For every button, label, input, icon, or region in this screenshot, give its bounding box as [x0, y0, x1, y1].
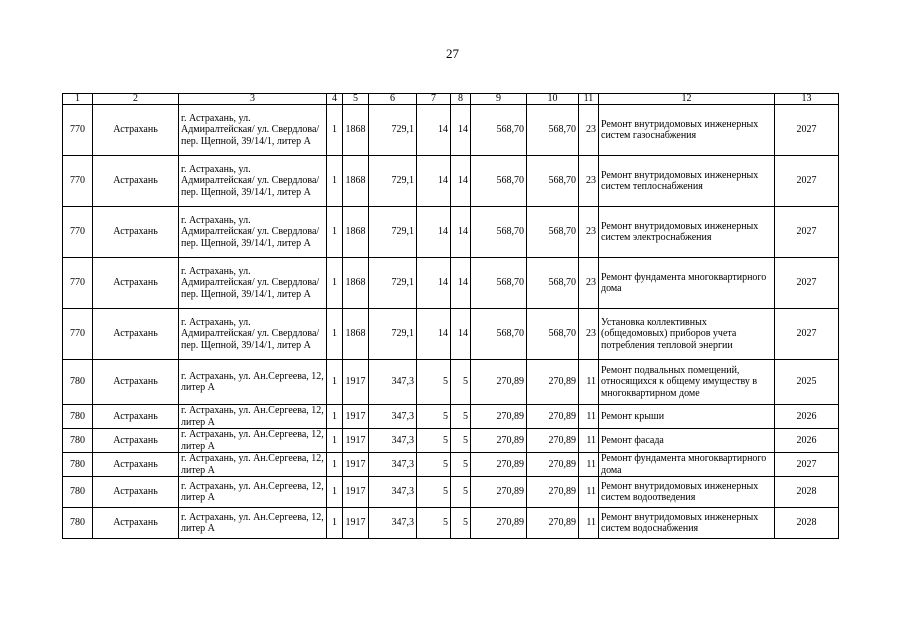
cell-year: 2027	[775, 105, 839, 156]
cell-col11: 23	[579, 258, 599, 309]
column-header: 6	[369, 94, 417, 105]
cell-col4: 1	[327, 508, 343, 539]
cell-year-built: 1917	[343, 453, 369, 477]
cell-col4: 1	[327, 453, 343, 477]
cell-col8: 5	[451, 429, 471, 453]
cell-address: г. Астрахань, ул. Адмиралтейская/ ул. Свердлова/ пер. Щепной, 39/14/1, литер А	[179, 258, 327, 309]
cell-col8: 14	[451, 258, 471, 309]
cell-year: 2026	[775, 429, 839, 453]
cell-year: 2027	[775, 453, 839, 477]
cell-area: 347,3	[369, 429, 417, 453]
cell-col9: 270,89	[471, 477, 527, 508]
cell-work-type: Ремонт подвальных помещений, относящихся к общему имуществу в многоквартирном доме	[599, 360, 775, 405]
table-row	[63, 105, 839, 156]
cell-city: Астрахань	[93, 105, 179, 156]
cell-col11: 23	[579, 309, 599, 360]
cell-col4: 1	[327, 405, 343, 429]
cell-year-built: 1917	[343, 405, 369, 429]
cell-number: 780	[63, 429, 93, 453]
table-row	[63, 453, 839, 477]
cell-area: 729,1	[369, 309, 417, 360]
cell-year: 2025	[775, 360, 839, 405]
cell-col4: 1	[327, 207, 343, 258]
cell-work-type: Ремонт внутридомовых инженерных систем газоснабжения	[599, 105, 775, 156]
cell-col7: 5	[417, 429, 451, 453]
column-header: 2	[93, 94, 179, 105]
cell-number: 780	[63, 360, 93, 405]
cell-work-type: Ремонт крыши	[599, 405, 775, 429]
cell-number: 780	[63, 477, 93, 508]
cell-col11: 23	[579, 156, 599, 207]
cell-city: Астрахань	[93, 508, 179, 539]
cell-year-built: 1917	[343, 477, 369, 508]
cell-col9: 270,89	[471, 453, 527, 477]
cell-col7: 5	[417, 453, 451, 477]
cell-col11: 11	[579, 453, 599, 477]
cell-col11: 23	[579, 207, 599, 258]
table-row	[63, 508, 839, 539]
cell-work-type: Ремонт внутридомовых инженерных систем водоотведения	[599, 477, 775, 508]
cell-col9: 568,70	[471, 105, 527, 156]
cell-number: 770	[63, 156, 93, 207]
cell-col10: 568,70	[527, 105, 579, 156]
cell-col11: 11	[579, 429, 599, 453]
cell-col9: 270,89	[471, 360, 527, 405]
cell-col7: 5	[417, 360, 451, 405]
cell-number: 770	[63, 258, 93, 309]
cell-address: г. Астрахань, ул. Ан.Сергеева, 12, литер А	[179, 453, 327, 477]
cell-year-built: 1917	[343, 429, 369, 453]
cell-city: Астрахань	[93, 207, 179, 258]
cell-address: г. Астрахань, ул. Адмиралтейская/ ул. Свердлова/ пер. Щепной, 39/14/1, литер А	[179, 309, 327, 360]
cell-year-built: 1917	[343, 360, 369, 405]
cell-area: 729,1	[369, 156, 417, 207]
column-header: 12	[599, 94, 775, 105]
cell-year: 2027	[775, 309, 839, 360]
cell-col11: 11	[579, 360, 599, 405]
cell-col11: 11	[579, 508, 599, 539]
table-row	[63, 156, 839, 207]
cell-number: 770	[63, 309, 93, 360]
cell-col9: 568,70	[471, 156, 527, 207]
cell-year: 2026	[775, 405, 839, 429]
cell-col4: 1	[327, 429, 343, 453]
cell-col7: 14	[417, 309, 451, 360]
cell-col10: 270,89	[527, 429, 579, 453]
cell-area: 729,1	[369, 105, 417, 156]
table-row	[63, 405, 839, 429]
cell-col9: 270,89	[471, 429, 527, 453]
cell-year: 2027	[775, 207, 839, 258]
column-header: 4	[327, 94, 343, 105]
cell-work-type: Ремонт фундамента многоквартирного дома	[599, 453, 775, 477]
cell-address: г. Астрахань, ул. Ан.Сергеева, 12, литер А	[179, 477, 327, 508]
cell-col7: 5	[417, 477, 451, 508]
repair-schedule-table	[62, 93, 839, 539]
cell-city: Астрахань	[93, 477, 179, 508]
cell-city: Астрахань	[93, 156, 179, 207]
table-row	[63, 309, 839, 360]
cell-area: 347,3	[369, 360, 417, 405]
cell-area: 729,1	[369, 258, 417, 309]
cell-col7: 14	[417, 207, 451, 258]
cell-col11: 11	[579, 405, 599, 429]
table-row	[63, 477, 839, 508]
cell-number: 780	[63, 453, 93, 477]
cell-year: 2028	[775, 508, 839, 539]
cell-col10: 568,70	[527, 207, 579, 258]
cell-work-type: Установка коллективных (общедомовых) приборов учета потребления тепловой энергии	[599, 309, 775, 360]
cell-address: г. Астрахань, ул. Ан.Сергеева, 12, литер А	[179, 405, 327, 429]
cell-year-built: 1868	[343, 105, 369, 156]
cell-col7: 14	[417, 156, 451, 207]
column-header: 1	[63, 94, 93, 105]
cell-number: 770	[63, 105, 93, 156]
cell-col9: 568,70	[471, 258, 527, 309]
cell-city: Астрахань	[93, 360, 179, 405]
cell-address: г. Астрахань, ул. Адмиралтейская/ ул. Свердлова/ пер. Щепной, 39/14/1, литер А	[179, 207, 327, 258]
column-header: 10	[527, 94, 579, 105]
cell-area: 347,3	[369, 508, 417, 539]
cell-area: 729,1	[369, 207, 417, 258]
cell-col7: 5	[417, 405, 451, 429]
cell-address: г. Астрахань, ул. Ан.Сергеева, 12, литер А	[179, 360, 327, 405]
cell-col4: 1	[327, 360, 343, 405]
table-row	[63, 429, 839, 453]
cell-col9: 568,70	[471, 309, 527, 360]
table-row	[63, 207, 839, 258]
cell-number: 770	[63, 207, 93, 258]
cell-work-type: Ремонт фундамента многоквартирного дома	[599, 258, 775, 309]
cell-address: г. Астрахань, ул. Ан.Сергеева, 12, литер А	[179, 508, 327, 539]
cell-col10: 270,89	[527, 508, 579, 539]
cell-col4: 1	[327, 258, 343, 309]
cell-address: г. Астрахань, ул. Адмиралтейская/ ул. Свердлова/ пер. Щепной, 39/14/1, литер А	[179, 105, 327, 156]
cell-city: Астрахань	[93, 258, 179, 309]
cell-address: г. Астрахань, ул. Адмиралтейская/ ул. Свердлова/ пер. Щепной, 39/14/1, литер А	[179, 156, 327, 207]
cell-work-type: Ремонт внутридомовых инженерных систем теплоснабжения	[599, 156, 775, 207]
cell-col8: 14	[451, 309, 471, 360]
column-header: 9	[471, 94, 527, 105]
cell-col8: 5	[451, 360, 471, 405]
cell-col8: 5	[451, 453, 471, 477]
cell-col10: 270,89	[527, 477, 579, 508]
cell-col9: 270,89	[471, 405, 527, 429]
cell-address: г. Астрахань, ул. Ан.Сергеева, 12, литер А	[179, 429, 327, 453]
cell-col10: 270,89	[527, 453, 579, 477]
column-header: 3	[179, 94, 327, 105]
cell-col9: 270,89	[471, 508, 527, 539]
cell-number: 780	[63, 405, 93, 429]
cell-col11: 23	[579, 105, 599, 156]
cell-city: Астрахань	[93, 309, 179, 360]
column-header: 8	[451, 94, 471, 105]
column-header: 11	[579, 94, 599, 105]
cell-year-built: 1917	[343, 508, 369, 539]
cell-area: 347,3	[369, 477, 417, 508]
cell-col10: 270,89	[527, 405, 579, 429]
cell-col10: 568,70	[527, 156, 579, 207]
cell-col10: 568,70	[527, 309, 579, 360]
cell-col10: 568,70	[527, 258, 579, 309]
cell-col11: 11	[579, 477, 599, 508]
column-header: 13	[775, 94, 839, 105]
column-header: 7	[417, 94, 451, 105]
cell-work-type: Ремонт внутридомовых инженерных систем водоснабжения	[599, 508, 775, 539]
cell-year: 2027	[775, 258, 839, 309]
cell-city: Астрахань	[93, 429, 179, 453]
cell-city: Астрахань	[93, 453, 179, 477]
cell-col8: 5	[451, 477, 471, 508]
cell-col10: 270,89	[527, 360, 579, 405]
cell-col7: 5	[417, 508, 451, 539]
cell-col9: 568,70	[471, 207, 527, 258]
cell-col7: 14	[417, 258, 451, 309]
cell-year-built: 1868	[343, 156, 369, 207]
cell-col4: 1	[327, 105, 343, 156]
cell-work-type: Ремонт фасада	[599, 429, 775, 453]
cell-col4: 1	[327, 309, 343, 360]
page-number: 27	[446, 46, 459, 61]
cell-year: 2027	[775, 156, 839, 207]
header-row	[63, 94, 839, 105]
cell-number: 780	[63, 508, 93, 539]
column-header: 5	[343, 94, 369, 105]
cell-year-built: 1868	[343, 309, 369, 360]
cell-col4: 1	[327, 156, 343, 207]
cell-col7: 14	[417, 105, 451, 156]
cell-city: Астрахань	[93, 405, 179, 429]
cell-col8: 5	[451, 405, 471, 429]
table-row	[63, 258, 839, 309]
cell-work-type: Ремонт внутридомовых инженерных систем электроснабжения	[599, 207, 775, 258]
cell-area: 347,3	[369, 453, 417, 477]
cell-col8: 14	[451, 207, 471, 258]
cell-col8: 14	[451, 156, 471, 207]
cell-col8: 14	[451, 105, 471, 156]
cell-col4: 1	[327, 477, 343, 508]
table-row	[63, 360, 839, 405]
cell-year: 2028	[775, 477, 839, 508]
cell-year-built: 1868	[343, 258, 369, 309]
cell-year-built: 1868	[343, 207, 369, 258]
cell-col8: 5	[451, 508, 471, 539]
cell-area: 347,3	[369, 405, 417, 429]
